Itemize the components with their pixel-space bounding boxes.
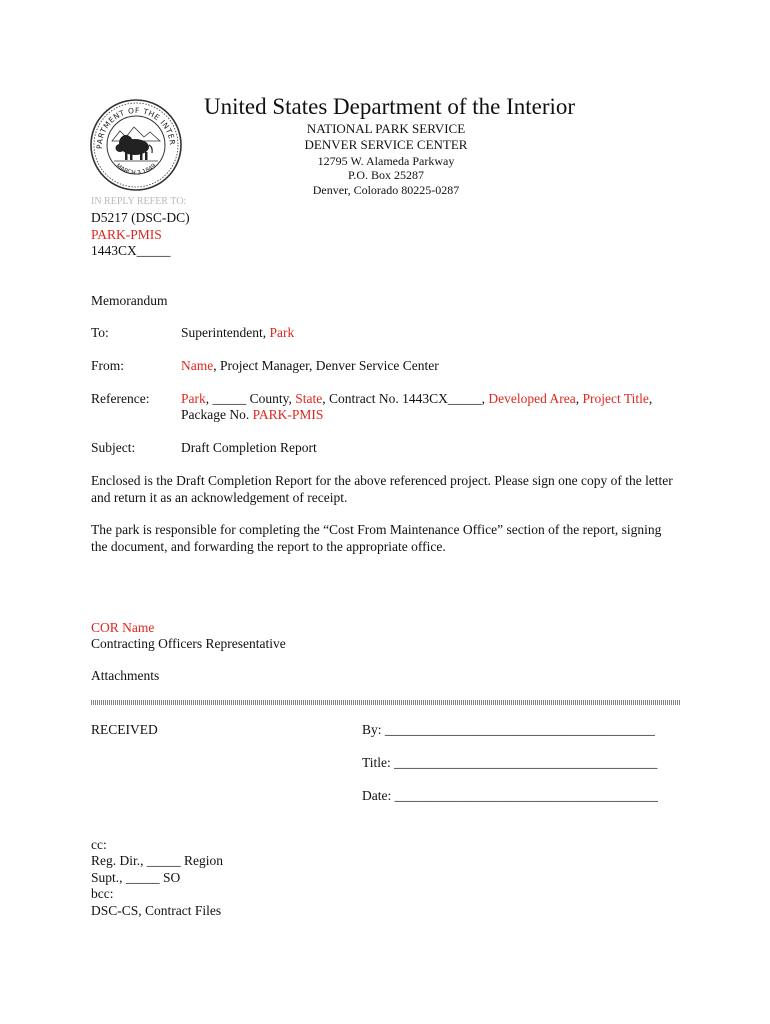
reference-label: Reference: — [91, 391, 150, 406]
reply-refer-label: IN REPLY REFER TO: — [91, 196, 187, 207]
to-value: Superintendent, Park — [181, 325, 295, 340]
seal-date: MARCH 3 1849 — [114, 162, 158, 177]
to-park: Park — [269, 325, 295, 340]
bcc-label: bcc: — [91, 886, 114, 901]
cc-reg-dir: Reg. Dir., _____ Region — [91, 853, 223, 868]
from-name: Name — [181, 358, 214, 373]
po-box: P.O. Box 25287 — [347, 168, 424, 182]
department-seal — [88, 97, 184, 193]
agency-name: NATIONAL PARK SERVICE — [306, 121, 466, 136]
cor-title: Contracting Officers Representative — [91, 636, 286, 651]
received-label: RECEIVED — [91, 722, 158, 737]
reply-code-1: D5217 (DSC-DC) — [91, 210, 190, 225]
seal-bison-icon — [88, 97, 184, 193]
reference-value-line2: Package No. PARK-PMIS — [181, 407, 324, 422]
from-label: From: — [91, 358, 125, 373]
body-paragraph-2: The park is responsible for completing the “Cost From Maintenance Office” section of the report, signing the document, and forwarding the report to the appropriate office. — [91, 522, 662, 554]
svg-text:MARCH 3 1849 — [114, 162, 157, 176]
subject-label: Subject: — [91, 440, 136, 455]
cc-supt: Supt., _____ SO — [91, 870, 181, 885]
title-field: Title: _______________________________________ — [362, 755, 658, 770]
reply-code-2: PARK-PMIS — [91, 227, 162, 242]
cc-label: cc: — [91, 837, 107, 852]
office-name: DENVER SERVICE CENTER — [304, 137, 468, 152]
letterhead-title: United States Department of the Interior — [204, 94, 576, 119]
from-value: Name, Project Manager, Denver Service Center — [181, 358, 439, 373]
reference-value-line1: Park, _____ County, State, Contract No. 1443CX_____, Developed Area, Project Title, — [181, 391, 653, 406]
city-state-zip: Denver, Colorado 80225-0287 — [312, 183, 460, 197]
memo-heading: Memorandum — [91, 293, 168, 308]
bcc-files: DSC-CS, Contract Files — [91, 903, 222, 918]
subject-value: Draft Completion Report — [181, 440, 317, 455]
body-paragraph-1: Enclosed is the Draft Completion Report for the above referenced project. Please sign one copy of the letter and return it as an acknowledgement of receipt. — [91, 473, 673, 505]
attachments: Attachments — [91, 668, 160, 683]
seal-text: PARTMENT OF THE INTER — [94, 105, 178, 150]
cor-name: COR Name — [91, 620, 155, 635]
to-label: To: — [91, 325, 109, 340]
by-field: By: ________________________________________ — [362, 722, 655, 737]
divider-line — [91, 700, 680, 705]
date-field: Date: _______________________________________ — [362, 788, 658, 803]
street-address: 12795 W. Alameda Parkway — [317, 154, 455, 168]
reply-code-3: 1443CX_____ — [91, 243, 171, 258]
